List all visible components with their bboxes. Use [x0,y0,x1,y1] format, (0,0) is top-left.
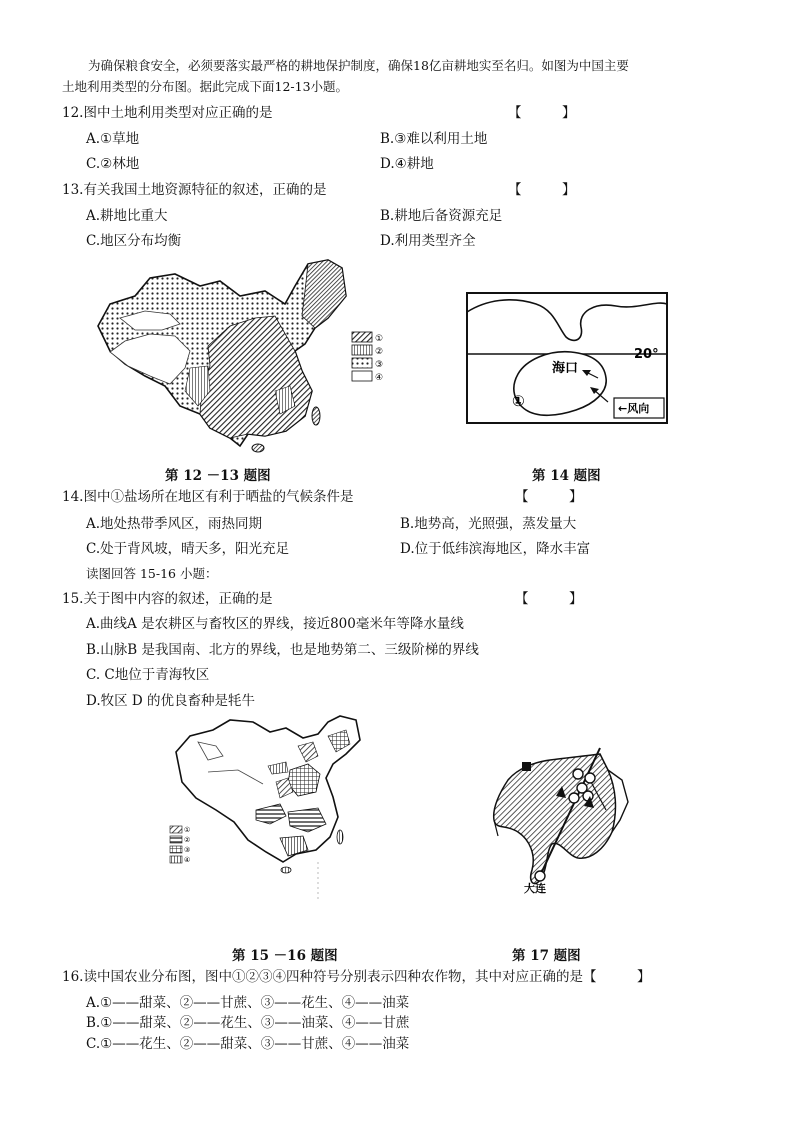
dalian-marker [535,871,545,881]
q15-option-b: B.山脉B 是我国南、北方的界线，也是地势第二、三级阶梯的界线 [86,642,479,658]
agri-legend-label-4: ④ [184,856,191,864]
dalian-label: 大连 [524,882,546,895]
legend-label-2: ② [375,347,384,357]
legend-swatch-3 [352,358,372,368]
read-instruction-15-16: 读图回答 15-16 小题： [86,566,218,581]
q13-option-c: C.地区分布均衡 [86,233,182,249]
q14-stem: 14.图中①盐场所在地区有利于晒盐的气候条件是 [62,489,354,505]
legend-swatch-2 [352,345,372,355]
q15-stem: 15.关于图中内容的叙述，正确的是 [62,591,273,607]
legend-label-1: ① [375,334,384,344]
figure-caption-12-13: 第 12 －13 题图 [165,468,271,484]
q12-answer-bracket: 【 】 [508,105,576,121]
agri-legend-swatch-4 [170,856,182,863]
latitude-label: 20° [634,347,659,362]
legend-swatch-4 [352,371,372,381]
q14-option-c: C.处于背风坡，晴天多，阳光充足 [86,541,290,557]
q13-stem: 13.有关我国土地资源特征的叙述，正确的是 [62,182,327,198]
q14-option-b: B.地势高，光照强，蒸发量大 [400,516,577,532]
q16-option-a: A.①——甜菜、②——甘蔗、③——花生、④——油菜 [86,995,410,1011]
q13-option-a: A.耕地比重大 [86,208,168,224]
q12-option-d: D.④耕地 [380,156,434,172]
q13-option-d: D.利用类型齐全 [380,233,476,249]
figure-caption-17: 第 17 题图 [512,948,581,964]
q15-option-d: D.牧区 D 的优良畜种是牦牛 [86,693,256,709]
agri-legend-label-3: ③ [184,846,191,854]
q13-option-b: B.耕地后备资源充足 [380,208,503,224]
agri-legend-label-1: ① [184,826,191,834]
figure-caption-14: 第 14 题图 [532,468,601,484]
wind-direction-label: ←风向 [618,402,650,415]
q12-option-c: C.②林地 [86,156,140,172]
q12-option-a: A.①草地 [86,131,140,147]
haikou-label: 海口 [552,361,579,376]
q12-stem: 12.图中土地利用类型对应正确的是 [62,105,273,121]
q15-option-a: A.曲线A 是农耕区与畜牧区的界线，接近800毫米年等降水量线 [86,616,464,632]
intro-line-1: 为确保粮食安全，必须要落实最严格的耕地保护制度，确保18亿亩耕地实至名归。如图为中国主要 [88,58,629,73]
liaoning-map [490,740,640,900]
agriculture-map [168,712,368,912]
figure-caption-15-16: 第 15 －16 题图 [232,948,338,964]
q14-answer-bracket: 【 】 [515,489,583,505]
q16-stem: 16.读中国农业分布图，图中①②③④四种符号分别表示四种农作物，其中对应正确的是【 】 [62,969,651,985]
salt-field-marker: ① [512,392,525,410]
agri-legend-swatch-3 [170,846,182,853]
q16-option-b: B.①——甜菜、②——花生、③——油菜、④——甘蔗 [86,1015,410,1031]
q13-answer-bracket: 【 】 [508,182,576,198]
q16-option-c: C.①——花生、②——甜菜、③——甘蔗、④——油菜 [86,1036,410,1052]
agri-legend-swatch-1 [170,826,182,833]
legend-label-4: ④ [375,373,384,383]
agri-legend-swatch-2 [170,836,182,843]
q14-option-d: D.位于低纬滨海地区，降水丰富 [400,541,591,557]
q15-answer-bracket: 【 】 [515,591,583,607]
land-use-legend [352,332,383,383]
legend-swatch-1 [352,332,372,342]
intro-line-2: 土地利用类型的分布图。据此完成下面12-13小题。 [62,79,349,94]
q12-option-b: B.③难以利用土地 [380,131,488,147]
hainan-map [466,292,668,424]
q14-option-a: A.地处热带季风区，雨热同期 [86,516,263,532]
agri-legend-label-2: ② [184,836,191,844]
land-use-map [90,256,410,456]
legend-label-3: ③ [375,360,384,370]
q15-option-c: C. C地位于青海牧区 [86,667,210,683]
